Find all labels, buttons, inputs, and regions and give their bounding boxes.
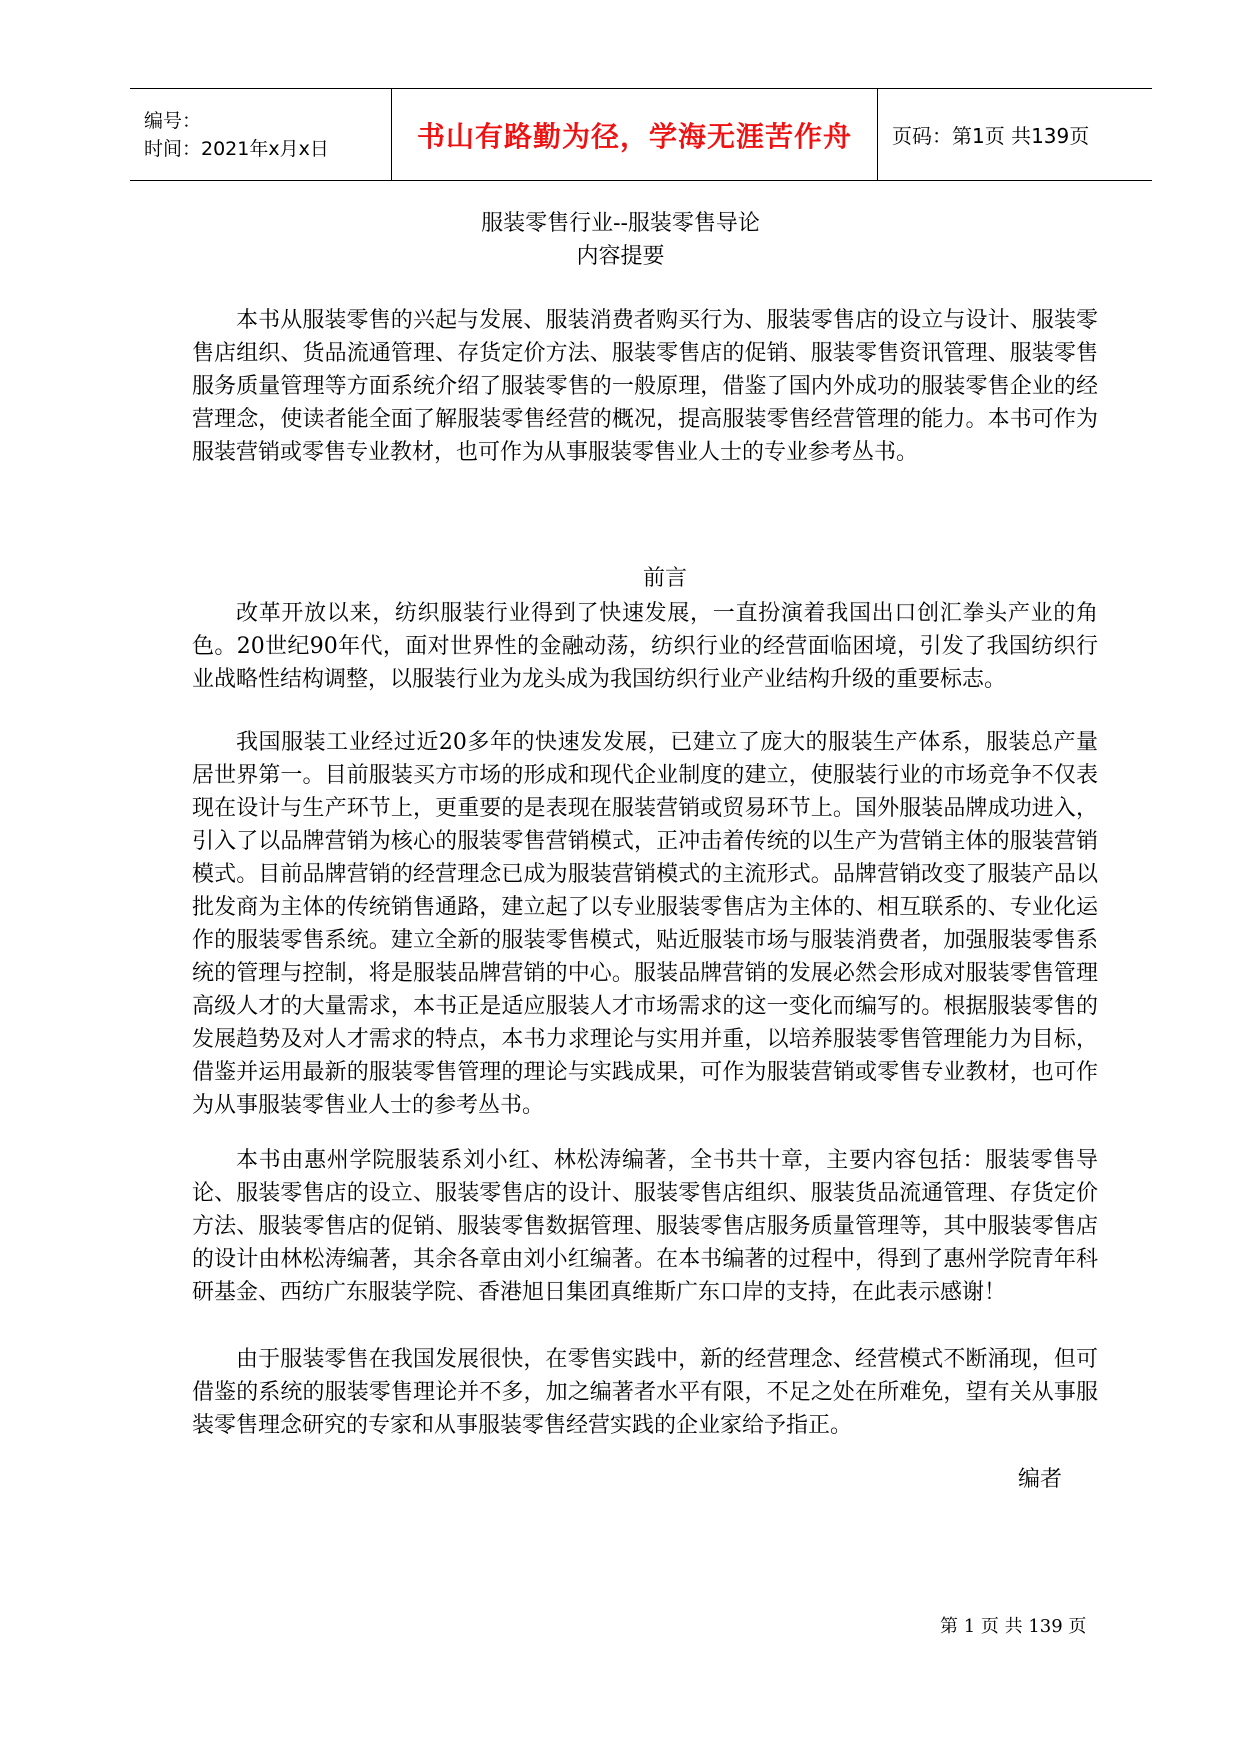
preface-paragraph-1: 改革开放以来，纺织服装行业得到了快速发展，一直扮演着我国出口创汇拳头产业的角色。20世纪90年代，面对世界性的金融动荡，纺织行业的经营面临困境，引发了我国纺织行业战略性结构调整，以服装行业为龙头成为我国纺织行业产业结构升级的重要标志。	[192, 601, 1098, 692]
preface-paragraph-3: 本书由惠州学院服装系刘小红、林松涛编著，全书共十章，主要内容包括：服装零售导论、服装零售店的设立、服装零售店的设计、服装零售店组织、服装货品流通管理、存货定价方法、服装零售店的促销、服装零售数据管理、服装零售店服务质量管理等，其中服装零售店的设计由林松涛编著，其余各章由刘小红编著。在本书编著的过程中，得到了惠州学院青年科研基金、西纺广东服装学院、香港旭日集团真维斯广东口岸的支持，在此表示感谢！	[192, 1148, 1098, 1305]
header-meta	[130, 89, 392, 180]
header-motto-cell	[392, 89, 878, 180]
page-footer: 第 1 页 共 139 页	[940, 1616, 1087, 1637]
header-page-cell	[878, 89, 1152, 180]
summary-paragraph: 本书从服装零售的兴起与发展、服装消费者购买行为、服装零售店的设立与设计、服装零售店组织、货品流通管理、存货定价方法、服装零售店的促销、服装零售资讯管理、服装零售服务质量管理等方面系统介绍了服装零售的一般原理，借鉴了国内外成功的服装零售企业的经营理念，使读者能全面了解服装零售经营的概况，提高服装零售经营管理的能力。本书可作为服装营销或零售专业教材，也可作为从事服装零售业人士的专业参考丛书。	[192, 308, 1098, 465]
document-time-label: 时间：2021年x月x日	[144, 137, 329, 160]
header-motto: 书山有路勤为径，学海无涯苦作舟	[416, 119, 852, 153]
preface-paragraph-4: 由于服装零售在我国发展很快，在零售实践中，新的经营理念、经营模式不断涌现，但可借鉴的系统的服装零售理论并不多，加之编著者水平有限，不足之处在所难免，望有关从事服装零售理念研究的专家和从事服装零售经营实践的企业家给予指正。	[192, 1347, 1098, 1438]
signature: 编者	[1018, 1467, 1063, 1492]
book-title: 服装零售行业--服装零售导论	[481, 211, 760, 236]
header-page-info: 页码：第1页 共139页	[892, 124, 1090, 148]
summary-heading: 内容提要	[576, 244, 665, 269]
document-header	[130, 88, 1152, 181]
document-number-label: 编号：	[144, 109, 202, 132]
preface-heading: 前言	[642, 566, 687, 591]
preface-paragraph-2: 我国服装工业经过近20多年的快速发发展，已建立了庞大的服装生产体系，服装总产量居世界第一。目前服装买方市场的形成和现代企业制度的建立，使服装行业的市场竞争不仅表现在设计与生产环节上，更重要的是表现在服装营销或贸易环节上。国外服装品牌成功进入，引入了以品牌营销为核心的服装零售营销模式，正冲击着传统的以生产为营销主体的服装营销模式。目前品牌营销的经营理念已成为服装营销模式的主流形式。品牌营销改变了服装产品以批发商为主体的传统销售通路，建立起了以专业服装零售店为主体的、相互联系的、专业化运作的服装零售系统。建立全新的服装零售模式，贴近服装市场与服装消费者，加强服装零售系统的管理与控制，将是服装品牌营销的中心。服装品牌营销的发展必然会形成对服装零售管理高级人才的大量需求，本书正是适应服装人才市场需求的这一变化而编写的。根据服装零售的发展趋势及对人才需求的特点，本书力求理论与实用并重，以培养服装零售管理能力为目标，借鉴并运用最新的服装零售管理的理论与实践成果，可作为服装营销或零售专业教材，也可作为从事服装零售业人士的参考丛书。	[192, 730, 1098, 1118]
